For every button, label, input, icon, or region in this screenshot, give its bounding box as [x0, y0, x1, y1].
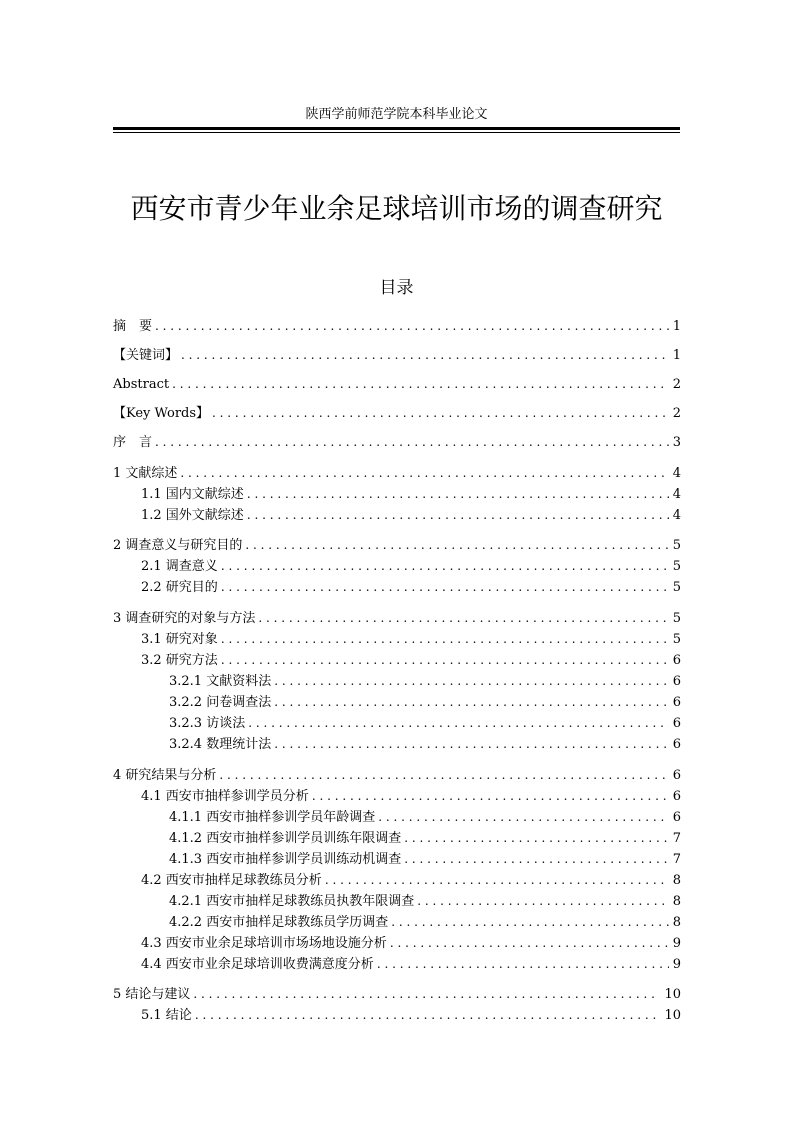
toc-dot-leader — [221, 578, 669, 596]
toc-entry[interactable] — [113, 808, 681, 827]
toc-dot-leader — [155, 433, 669, 451]
toc-entry[interactable] — [113, 693, 681, 712]
toc-entry-label: 5.1 结论 — [141, 1008, 192, 1023]
toc-entry[interactable] — [113, 934, 681, 953]
toc-dot-leader — [390, 934, 669, 952]
toc-entry[interactable] — [113, 506, 681, 525]
toc-entry[interactable] — [113, 714, 681, 733]
toc-entry-label: 4.1 西安市抽样参训学员分析 — [141, 789, 309, 804]
toc-entry-page-number: 6 — [672, 716, 681, 731]
toc-entry-page-number: 6 — [672, 768, 681, 783]
toc-entry-label: Abstract — [113, 377, 170, 392]
toc-entry[interactable] — [113, 829, 681, 848]
toc-entry-label: 2 调查意义与研究目的 — [113, 538, 243, 553]
toc-dot-leader — [417, 892, 669, 910]
toc-dot-leader — [172, 375, 669, 393]
toc-entry-page-number: 7 — [672, 852, 681, 867]
toc-dot-leader — [274, 735, 669, 753]
toc-entry-page-number: 9 — [672, 936, 681, 951]
toc-entry-page-number: 5 — [672, 559, 681, 574]
toc-entry-label: 4.2 西安市抽样足球教练员分析 — [141, 873, 322, 888]
running-header: 陕西学前师范学院本科毕业论文 — [305, 107, 488, 122]
toc-entry-label: 3.2.1 文献资料法 — [169, 674, 272, 689]
toc-entry-label: 3.2 研究方法 — [141, 653, 218, 668]
toc-dot-leader — [404, 829, 669, 847]
toc-entry-label: 4 研究结果与分析 — [113, 768, 217, 783]
toc-dot-leader — [312, 787, 669, 805]
document-title: 西安市青少年业余足球培训市场的调查研究 — [130, 192, 663, 225]
toc-entry[interactable] — [113, 346, 681, 365]
toc-entry[interactable] — [113, 609, 681, 628]
toc-dot-leader — [180, 464, 668, 482]
toc-dot-leader — [221, 651, 669, 669]
toc-dot-leader — [219, 766, 668, 784]
toc-entry-page-number: 8 — [672, 873, 681, 888]
toc-entry[interactable] — [113, 766, 681, 785]
toc-entry[interactable] — [113, 557, 681, 576]
toc-entry[interactable] — [113, 913, 681, 932]
toc-entry-page-number: 4 — [672, 508, 681, 523]
toc-entry-label: 3.1 研究对象 — [141, 632, 218, 647]
toc-dot-leader — [181, 346, 669, 364]
toc-entry[interactable] — [113, 955, 681, 974]
toc-entry-label: 3.2.3 访谈法 — [169, 716, 246, 731]
toc-heading: 目录 — [379, 278, 414, 298]
toc-entry-label: 4.3 西安市业余足球培训市场场地设施分析 — [141, 936, 387, 951]
toc-entry-label: 3.2.4 数理统计法 — [169, 737, 272, 752]
toc-entry-page-number: 4 — [672, 466, 681, 481]
toc-entry-label: 1 文献综述 — [113, 466, 178, 481]
toc-entry-page-number: 6 — [672, 737, 681, 752]
toc-entry-page-number: 6 — [672, 810, 681, 825]
header-rule-thick — [113, 127, 680, 130]
toc-entry-label: 1.1 国内文献综述 — [141, 487, 244, 502]
toc-entry-page-number: 5 — [672, 538, 681, 553]
toc-entry-page-number: 5 — [672, 580, 681, 595]
toc-entry-label: 4.4 西安市业余足球培训收费满意度分析 — [141, 957, 374, 972]
toc-entry-page-number: 2 — [672, 377, 681, 392]
toc-entry-label: 3.2.2 问卷调查法 — [169, 695, 272, 710]
toc-dot-leader — [247, 506, 669, 524]
toc-entry-label: 序 言 — [113, 435, 153, 450]
toc-dot-leader — [377, 955, 669, 973]
toc-entry-label: 4.1.1 西安市抽样参训学员年龄调查 — [169, 810, 376, 825]
toc-entry-page-number: 5 — [672, 632, 681, 647]
toc-entry-page-number: 8 — [672, 894, 681, 909]
toc-entry-page-number: 6 — [672, 653, 681, 668]
toc-dot-leader — [212, 404, 669, 422]
toc-dot-leader — [391, 913, 669, 931]
toc-entry-page-number: 8 — [672, 915, 681, 930]
toc-entry-label: 2.2 研究目的 — [141, 580, 218, 595]
toc-entry[interactable] — [113, 1006, 681, 1025]
toc-dot-leader — [221, 557, 669, 575]
toc-entry-page-number: 5 — [672, 611, 681, 626]
toc-entry[interactable] — [113, 850, 681, 869]
toc-dot-leader — [193, 985, 660, 1003]
toc-entry[interactable] — [113, 735, 681, 754]
toc-dot-leader — [404, 850, 669, 868]
toc-dot-leader — [155, 317, 669, 335]
toc-dot-leader — [247, 485, 669, 503]
toc-dot-leader — [274, 672, 669, 690]
toc-entry-page-number: 6 — [672, 789, 681, 804]
toc-entry[interactable] — [113, 536, 681, 555]
toc-entry-page-number: 1 — [672, 319, 681, 334]
toc-entry-page-number: 1 — [672, 348, 681, 363]
toc-entry-page-number: 6 — [672, 674, 681, 689]
toc-entry[interactable] — [113, 317, 681, 336]
toc-entry[interactable] — [113, 871, 681, 890]
toc-entry-label: 【Key Words】 — [113, 406, 210, 421]
toc-dot-leader — [221, 630, 669, 648]
toc-entry-page-number: 7 — [672, 831, 681, 846]
toc-entry-label: 摘 要 — [113, 319, 153, 334]
toc-dot-leader — [378, 808, 669, 826]
toc-entry[interactable] — [113, 985, 681, 1004]
toc-entry-page-number: 4 — [672, 487, 681, 502]
toc-entry-label: 3 调查研究的对象与方法 — [113, 611, 256, 626]
toc-entry[interactable] — [113, 578, 681, 597]
toc-entry[interactable] — [113, 892, 681, 911]
toc-entry-label: 5 结论与建议 — [113, 987, 191, 1002]
toc-entry[interactable] — [113, 404, 681, 423]
toc-entry[interactable] — [113, 787, 681, 806]
toc-entry[interactable] — [113, 433, 681, 452]
toc-entry-label: 4.2.1 西安市抽样足球教练员执教年限调查 — [169, 894, 415, 909]
toc-entry-page-number: 10 — [664, 987, 681, 1002]
toc-dot-leader — [195, 1006, 661, 1024]
toc-dot-leader — [258, 609, 668, 627]
toc-entry-label: 【关键词】 — [113, 348, 179, 363]
toc-entry-label: 4.1.2 西安市抽样参训学员训练年限调查 — [169, 831, 402, 846]
toc-dot-leader — [248, 714, 669, 732]
toc-entry[interactable] — [113, 651, 681, 670]
header-rule-thin — [113, 132, 680, 133]
toc-dot-leader — [325, 871, 669, 889]
toc-entry-page-number: 6 — [672, 695, 681, 710]
toc-entry-label: 4.2.2 西安市抽样足球教练员学历调查 — [169, 915, 389, 930]
toc-entry[interactable] — [113, 630, 681, 649]
toc-entry[interactable] — [113, 485, 681, 504]
toc-entry-page-number: 3 — [672, 435, 681, 450]
toc-dot-leader — [245, 536, 668, 554]
toc-entry[interactable] — [113, 464, 681, 483]
toc-entry-page-number: 10 — [664, 1008, 681, 1023]
toc-entry[interactable] — [113, 375, 681, 394]
toc-entry-label: 1.2 国外文献综述 — [141, 508, 244, 523]
toc-entry-label: 4.1.3 西安市抽样参训学员训练动机调查 — [169, 852, 402, 867]
toc-entry-page-number: 9 — [672, 957, 681, 972]
toc-entry-page-number: 2 — [672, 406, 681, 421]
toc-dot-leader — [274, 693, 669, 711]
toc-entry-label: 2.1 调查意义 — [141, 559, 218, 574]
toc-entry[interactable] — [113, 672, 681, 691]
